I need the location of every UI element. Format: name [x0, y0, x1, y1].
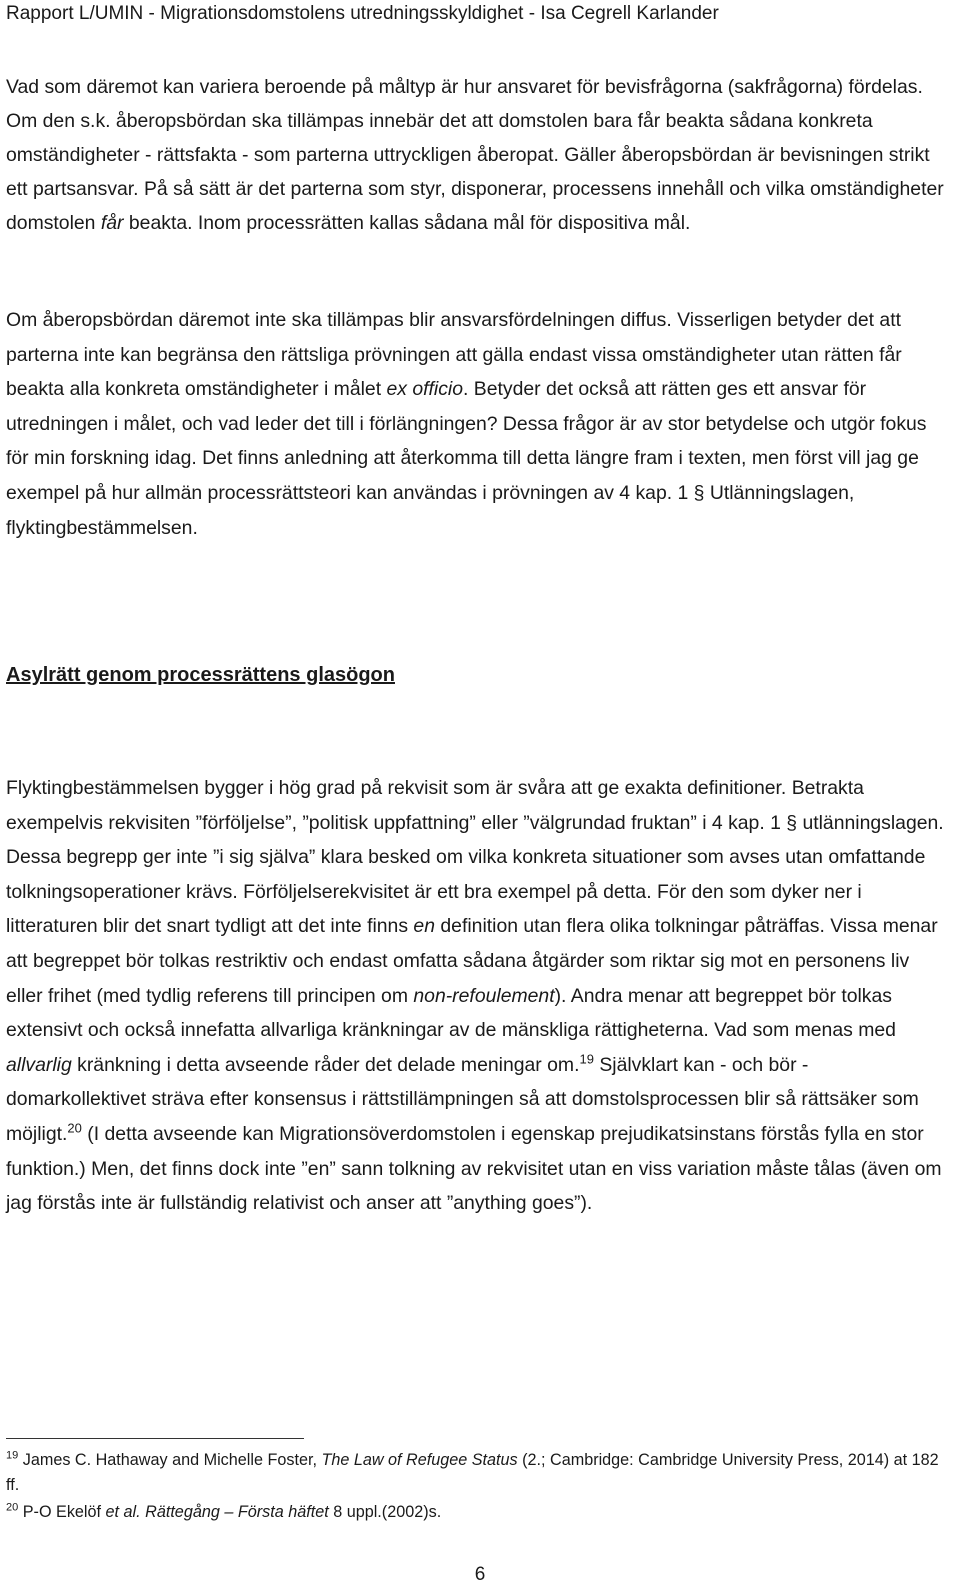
paragraph-2-text-a: Om åberopsbördan däremot inte ska tillämpas blir ansvarsfördelningen diffus. Visserligen betyder det att parterna inte kan begränsa den rättsliga prövningen att gälla endast vissa omständigheter utan rätten får beakta alla konkreta omständigheter i målet: [6, 309, 902, 401]
paragraph-3-text-e: Självklart kan - och bör - domarkollektivet sträva efter konsensus i rättstillämpningen så att domstolsprocessen blir så rättsäker som möjligt.: [6, 1053, 919, 1145]
section-heading: Asylrätt genom processrättens glasögon: [6, 664, 395, 686]
paragraph-3: [6, 771, 946, 1221]
footnote-19-text-a: James C. Hathaway and Michelle Foster,: [22, 1451, 317, 1469]
paragraph-3-italic-b: non-refoulement: [413, 984, 555, 1007]
footnote-19-italic: The Law of Refugee Status: [321, 1451, 518, 1469]
paragraph-1-italic: får: [100, 212, 124, 234]
footnote-ref-19[interactable]: 19: [579, 1051, 594, 1067]
paragraph-1-text-a: Vad som däremot kan variera beroende på måltyp är hur ansvaret för bevisfrågorna (sakfrågorna) fördelas. Om den s.k. åberopsbördan ska tillämpas innebär det att domstolen bara får beakta sådana konkreta omständigheter - rättsfakta - som parterna uttryckligen åberopat. Gäller åberopsbördan är bevisningen strikt ett partsansvar.: [6, 76, 930, 200]
footnote-20-text-a: P-O Ekelöf: [22, 1503, 102, 1521]
running-header: Rapport L/UMIN - Migrationsdomstolens utredningsskyldighet - Isa Cegrell Karlander: [6, 3, 719, 24]
paragraph-1-text-b: På så sätt är det parterna som styr, disponerar, processens innehåll och vilka omständigheter domstolen: [6, 178, 944, 234]
paragraph-2-italic: ex officio: [386, 378, 464, 401]
footnote-20-italic: et al. Rättegång – Första häftet: [105, 1503, 329, 1521]
paragraph-3-text-a: Flyktingbestämmelsen bygger i hög grad på rekvisit som är svåra att ge exakta definitioner. Betrakta exempelvis rekvisiten ”förföljelse”, ”politisk uppfattning” eller ”välgrundad fruktan” i 4 kap. 1 § utlänningslagen. Dessa begrepp ger inte ”i sig själva” klara besked om vilka konkreta situationer som avses utan omfattande tolkningsoperationer krävs. Förföljelserekvisitet är ett bra exempel på detta. För den som dyker ner i litteraturen blir det snart tydligt att det inte finns: [6, 777, 944, 938]
footnote-number-20: 20: [6, 1501, 19, 1514]
footnote-divider: [6, 1438, 304, 1439]
paragraph-3-italic-c: allvarlig: [6, 1053, 72, 1076]
footnote-number-19: 19: [6, 1449, 19, 1462]
paragraph-3-text-f: (I detta avseende kan Migrationsöverdomstolen i egenskap prejudikatsinstans förstås fylla en stor funktion.) Men, det finns dock inte ”en” sann tolkning av rekvisitet utan en viss variation måste tålas (även om jag förstås inte är fullständig relativist och anser att ”anything goes”).: [6, 1122, 942, 1215]
paragraph-3-italic-a: en: [413, 915, 435, 938]
footnote-19-text-b: (2.; Cambridge: Cambridge University Press, 2014) at 182 ff.: [6, 1451, 939, 1494]
footnote-20: [6, 1500, 946, 1525]
footnote-19: [6, 1448, 946, 1497]
paragraph-1: [6, 70, 946, 240]
page-number: 6: [474, 1564, 486, 1585]
paragraph-3-text-c: ). Andra menar att begreppet bör tolkas extensivt och också innefatta allvarliga kränkningar av de mänskliga rättigheterna. Vad som menas med: [6, 984, 896, 1042]
paragraph-3-text-b: definition utan flera olika tolkningar påträffas. Vissa menar att begreppet bör tolkas restriktiv och endast omfatta sådana åtgärder som riktar sig mot en personens liv eller frihet (med tydlig referens till principen om: [6, 915, 938, 1007]
footnote-ref-20[interactable]: 20: [67, 1120, 82, 1136]
paragraph-2-text-b: . Betyder det också att rätten ges ett ansvar för utredningen i målet, och vad leder det till i förlängningen? Dessa frågor är av stor betydelse och utgör fokus för min forskning idag. Det finns anledning att återkomma till detta längre fram i texten, men först vill jag ge exempel på hur allmän processrättsteori kan användas i prövningen av 4 kap. 1 § Utlänningslagen, flyktingbestämmelsen.: [6, 378, 927, 539]
paragraph-3-text-d: kränkning i detta avseende råder det delade meningar om.: [77, 1053, 580, 1076]
paragraph-2: [6, 303, 946, 545]
footnote-20-text-b: 8 uppl.(2002)s.: [333, 1503, 442, 1521]
paragraph-1-text-c: beakta. Inom processrätten kallas sådana mål för dispositiva mål.: [128, 212, 691, 234]
